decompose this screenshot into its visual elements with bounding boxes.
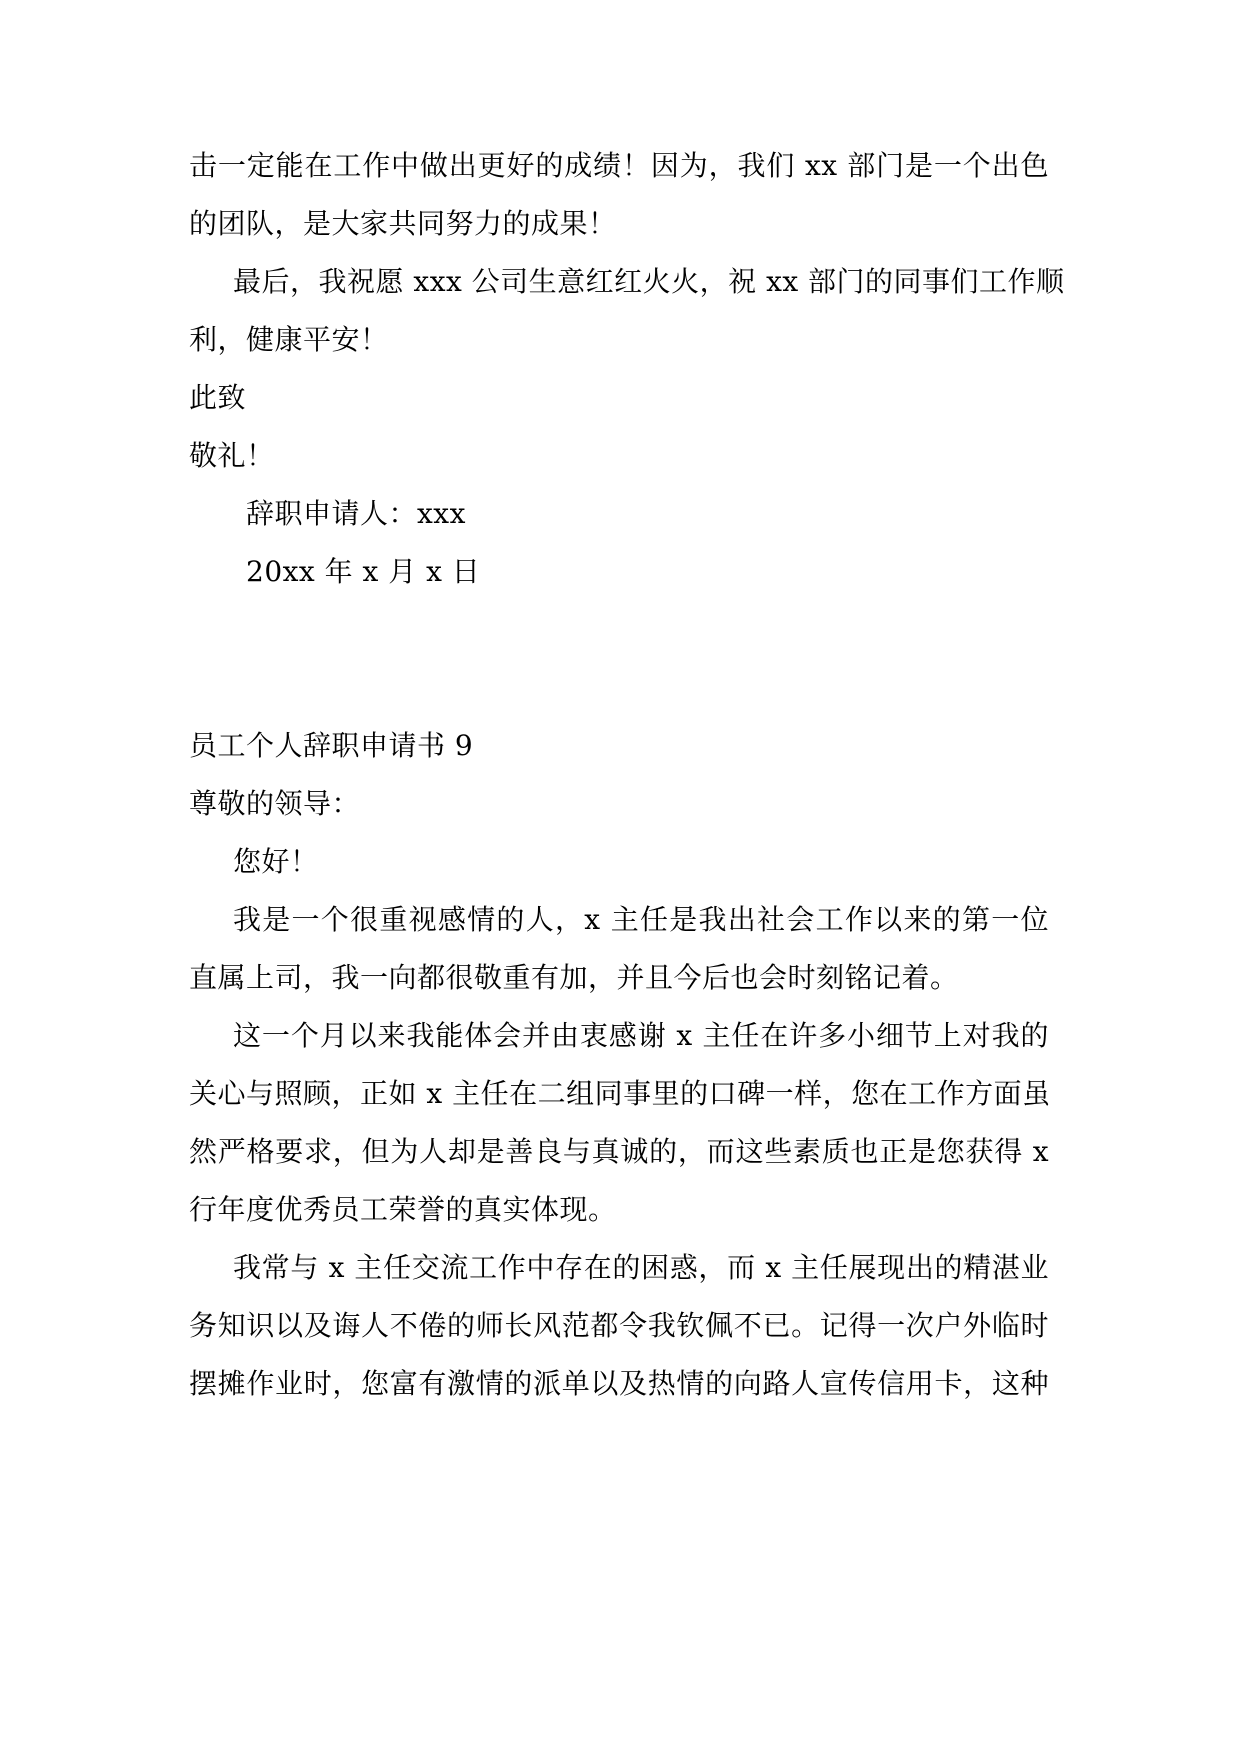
paragraph-line: 我常与 x 主任交流工作中存在的困惑，而 x 主任展现出的精湛业 [233,1251,1049,1284]
paragraph-line: 这一个月以来我能体会并由衷感谢 x 主任在许多小细节上对我的 [233,1019,1049,1052]
paragraph-line: 的团队，是大家共同努力的成果！ [189,207,617,240]
closing-line: 敬礼！ [189,439,275,472]
date-line: 20xx 年 x 月 x 日 [246,555,481,588]
paragraph-line: 我是一个很重视感情的人，x 主任是我出社会工作以来的第一位 [233,903,1049,936]
signer-line: 辞职申请人：xxx [246,497,466,530]
salutation: 尊敬的领导： [189,787,361,820]
paragraph-line: 击一定能在工作中做出更好的成绩！因为，我们 xx 部门是一个出色 [189,149,1049,182]
paragraph-line: 务知识以及诲人不倦的师长风范都令我钦佩不已。记得一次户外临时 [189,1309,1049,1342]
greeting: 您好！ [233,845,319,878]
closing-line: 此致 [189,381,247,414]
paragraph-line: 行年度优秀员工荣誉的真实体现。 [189,1193,617,1226]
paragraph-line: 最后，我祝愿 xxx 公司生意红红火火，祝 xx 部门的同事们工作顺 [233,265,1065,298]
paragraph-line: 利，健康平安！ [189,323,389,356]
paragraph-line: 关心与照顾，正如 x 主任在二组同事里的口碑一样，您在工作方面虽 [189,1077,1051,1110]
paragraph-line: 摆摊作业时，您富有激情的派单以及热情的向路人宣传信用卡，这种 [189,1367,1049,1400]
paragraph-line: 然严格要求，但为人却是善良与真诚的，而这些素质也正是您获得 x [189,1135,1049,1168]
paragraph-line: 直属上司，我一向都很敬重有加，并且今后也会时刻铭记着。 [189,961,959,994]
section-title: 员工个人辞职申请书 9 [189,729,474,762]
